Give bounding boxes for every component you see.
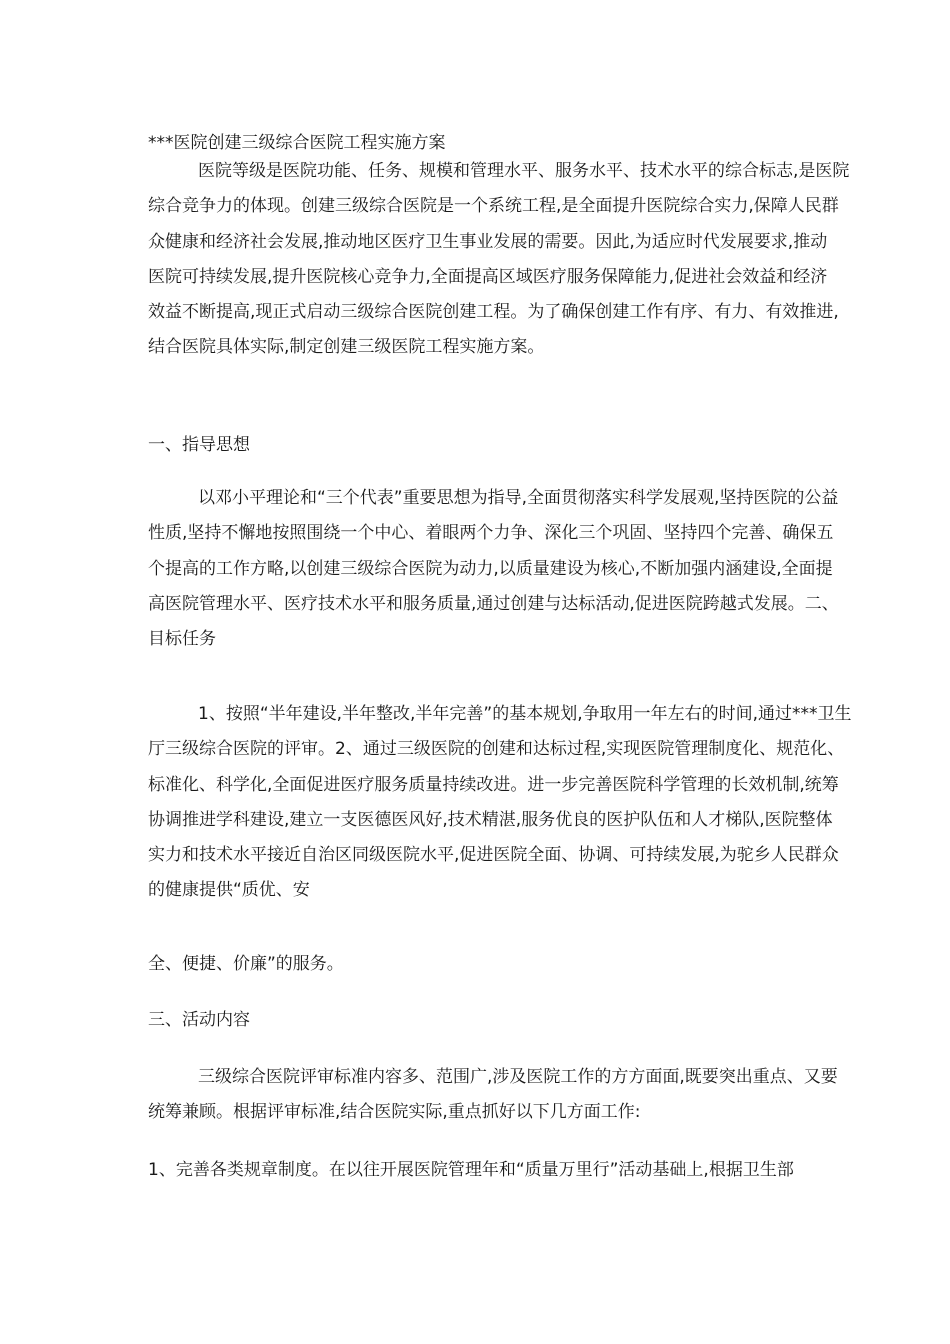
list-item-1: 1、完善各类规章制度。在以往开展医院管理年和“质量万里行”活动基础上,根据卫生部 <box>148 1160 794 1180</box>
document-title: ***医院创建三级综合医院工程实施方案 <box>148 133 446 153</box>
section-heading-activity-content: 三、活动内容 <box>148 1010 250 1030</box>
section1-line-3: 个提高的工作方略,以创建三级综合医院为动力,以质量建设为核心,不断加强内涵建设,全面提 <box>148 558 833 579</box>
section1-line-2: 性质,坚持不懈地按照围绕一个中心、着眼两个力争、深化三个巩固、坚持四个完善、确保五 <box>148 523 834 544</box>
intro-line-3: 众健康和经济社会发展,推动地区医疗卫生事业发展的需要。因此,为适应时代发展要求,推动 <box>148 231 828 252</box>
section1-paragraph <box>98 481 858 657</box>
section2-tail: 全、便捷、价廉”的服务。 <box>148 954 344 974</box>
section2-line-3: 标准化、科学化,全面促进医疗服务质量持续改进。进一步完善医院科学管理的长效机制,统筹 <box>148 774 839 795</box>
section2-line-2: 厅三级综合医院的评审。2、通过三级医院的创建和达标过程,实现医院管理制度化、规范化、 <box>148 739 845 760</box>
intro-line-1: 医院等级是医院功能、任务、规模和管理水平、服务水平、技术水平的综合标志,是医院 <box>198 161 850 181</box>
intro-paragraph <box>98 154 858 366</box>
section1-line-5: 目标任务 <box>148 629 216 650</box>
intro-line-5: 效益不断提高,现正式启动三级综合医院创建工程。为了确保创建工作有序、有力、有效推进, <box>148 302 839 323</box>
section2-line-5: 实力和技术水平接近自治区同级医院水平,促进医院全面、协调、可持续发展,为驼乡人民群众 <box>148 845 839 866</box>
section2-line-1: 1、按照“半年建设,半年整改,半年完善”的基本规划,争取用一年左右的时间,通过***卫生 <box>198 704 852 724</box>
intro-line-2: 综合竞争力的体现。创建三级综合医院是一个系统工程,是全面提升医院综合实力,保障人民群 <box>148 196 839 217</box>
section3-line-2: 统筹兼顾。根据评审标准,结合医院实际,重点抓好以下几方面工作: <box>148 1102 641 1123</box>
intro-line-6: 结合医院具体实际,制定创建三级医院工程实施方案。 <box>148 337 545 358</box>
section1-line-4: 高医院管理水平、医疗技术水平和服务质量,通过创建与达标活动,促进医院跨越式发展。二、 <box>148 593 839 614</box>
section2-line-4: 协调推进学科建设,建立一支医德医风好,技术精湛,服务优良的医护队伍和人才梯队,医院整体 <box>148 809 833 830</box>
section2-paragraph <box>98 697 858 909</box>
section3-paragraph <box>98 1060 858 1131</box>
section2-line-6: 的健康提供“质优、安 <box>148 880 310 901</box>
intro-line-4: 医院可持续发展,提升医院核心竞争力,全面提高区域医疗服务保障能力,促进社会效益和经济 <box>148 266 828 287</box>
section1-line-1: 以邓小平理论和“三个代表”重要思想为指导,全面贯彻落实科学发展观,坚持医院的公益 <box>198 488 839 508</box>
section-heading-guiding-thought: 一、指导思想 <box>148 435 250 455</box>
section3-line-1: 三级综合医院评审标准内容多、范围广,涉及医院工作的方方面面,既要突出重点、又要 <box>198 1067 838 1087</box>
